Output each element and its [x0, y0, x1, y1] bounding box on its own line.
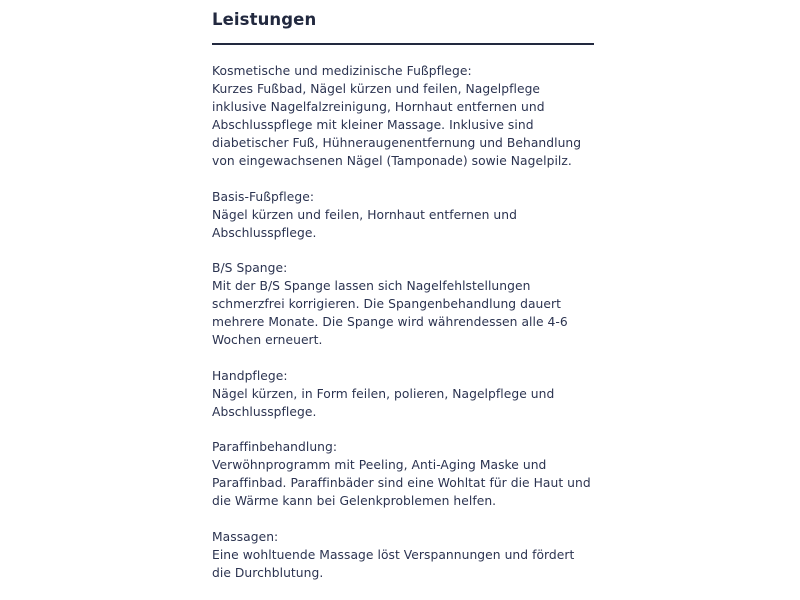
page-title: Leistungen — [212, 10, 317, 29]
service-description: Nägel kürzen, in Form feilen, polieren, Nagelpflege und Abschlusspflege. — [212, 386, 555, 419]
service-title: Handpflege: — [212, 368, 288, 383]
service-title: Massagen: — [212, 529, 279, 544]
service-item — [212, 62, 594, 170]
service-title: Basis-Fußpflege: — [212, 189, 315, 204]
service-item — [212, 188, 594, 242]
service-item — [212, 438, 594, 510]
service-item — [212, 367, 594, 421]
service-title: Paraffinbehandlung: — [212, 440, 338, 454]
service-item — [212, 528, 594, 582]
services-section — [212, 0, 594, 599]
service-description: Nägel kürzen und feilen, Hornhaut entfernen und Abschlusspflege. — [212, 207, 517, 240]
service-description: Verwöhnprogramm mit Peeling, Anti-Aging Maske und Paraffinbad. Paraffinbäder sind eine Wohltat für die Haut und die Wärme kann bei Gelenkproblemen helfen. — [212, 458, 591, 508]
services-list — [212, 62, 594, 582]
service-title: Kosmetische und medizinische Fußpflege: — [212, 64, 472, 78]
service-description: Kurzes Fußbad, Nägel kürzen und feilen, Nagelpflege inklusive Nagelfalzreinigung, Hornhaut entfernen und Abschlusspflege mit kleiner Massage. Inklusive sind diabetischer Fuß, Hühneraugenentfernung und Behandlung von eingewachsenen Nägel (Tamponade) sowie Nagelpilz. — [212, 82, 582, 168]
service-title: B/S Spange: — [212, 261, 288, 275]
service-description: Mit der B/S Spange lassen sich Nagelfehlstellungen schmerzfrei korrigieren. Die Spangenbehandlung dauert mehrere Monate. Die Spange wird währendessen alle 4-6 Wochen erneuert. — [212, 279, 568, 347]
service-description: Eine wohltuende Massage löst Verspannungen und fördert die Durchblutung. — [212, 547, 575, 580]
service-item — [212, 259, 594, 349]
title-divider — [212, 43, 594, 45]
